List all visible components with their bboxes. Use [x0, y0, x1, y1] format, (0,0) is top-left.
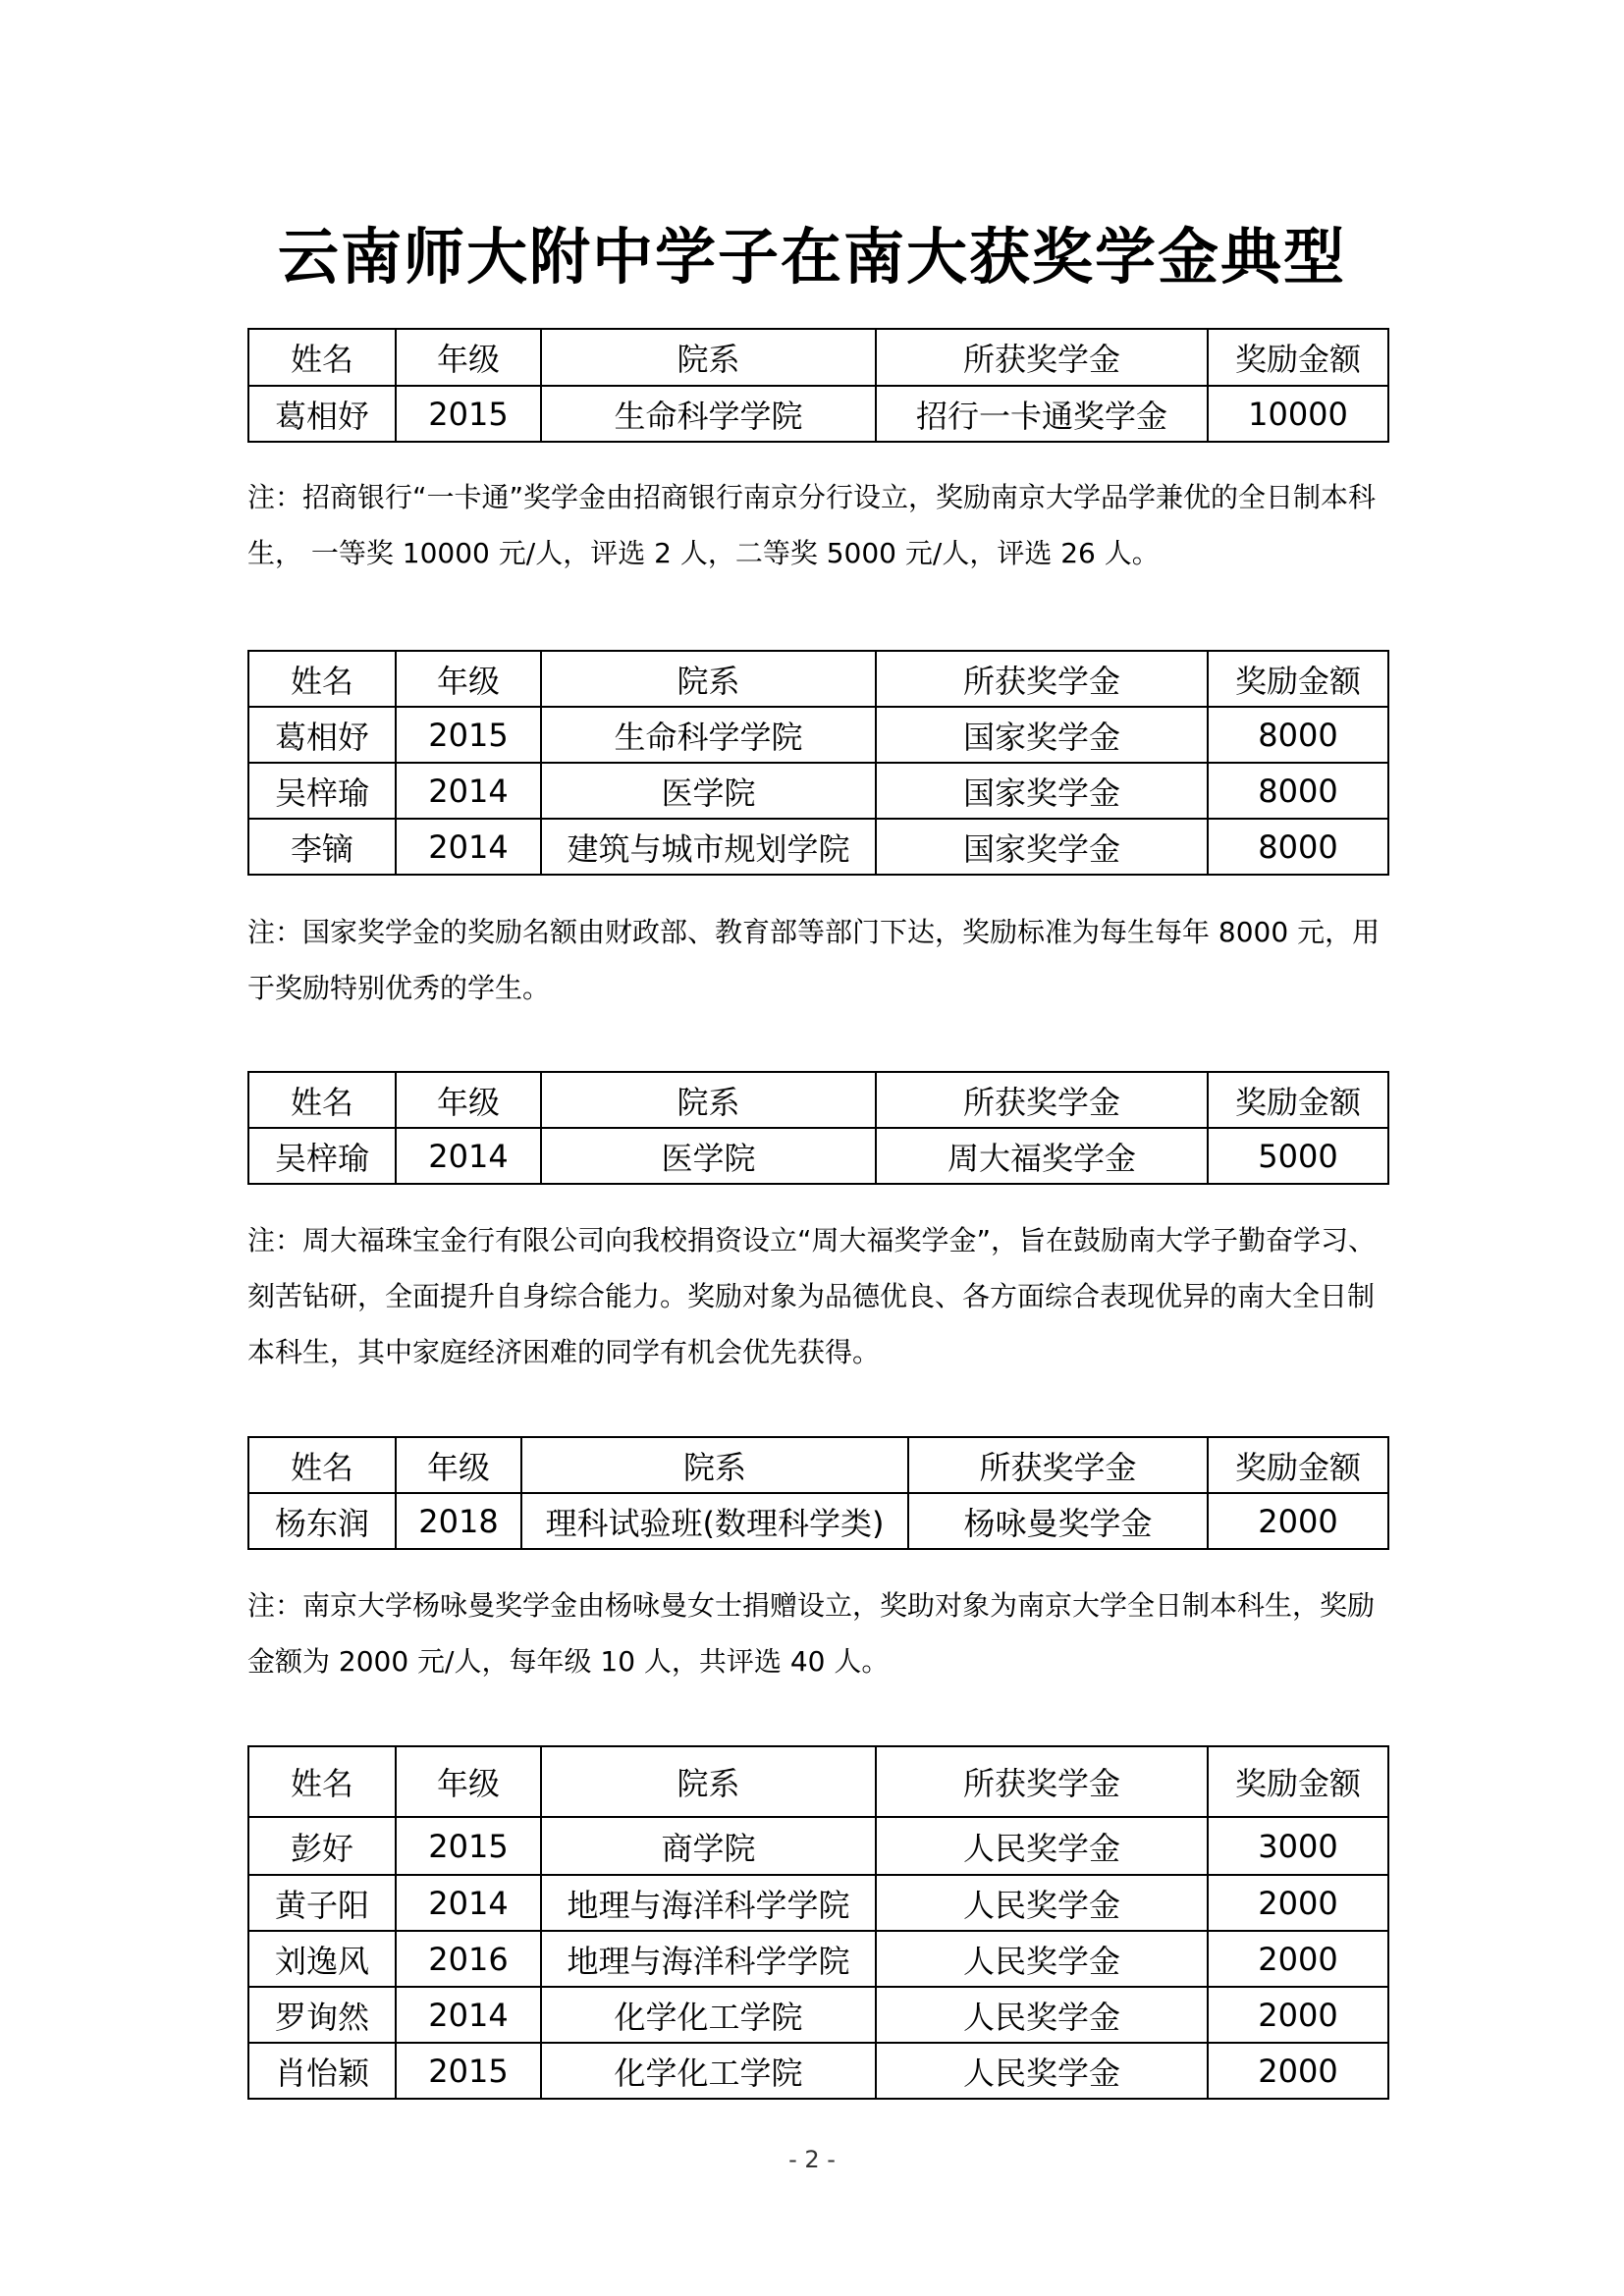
- cell-amount: 8000: [1208, 819, 1388, 875]
- header-department: 院系: [521, 1437, 908, 1493]
- header-scholarship: 所获奖学金: [876, 1072, 1208, 1128]
- cell-department: 生命科学学院: [541, 707, 876, 763]
- header-amount: 奖励金额: [1208, 1746, 1388, 1817]
- cell-grade: 2014: [396, 819, 541, 875]
- table-header-row: [248, 1437, 1388, 1493]
- header-grade: 年级: [396, 1072, 541, 1128]
- header-scholarship: 所获奖学金: [876, 651, 1208, 707]
- cell-amount: 8000: [1208, 763, 1388, 819]
- cell-grade: 2016: [396, 1931, 541, 1987]
- cell-amount: 10000: [1208, 386, 1388, 442]
- header-name: 姓名: [248, 1437, 396, 1493]
- cell-name: 彭好: [248, 1817, 396, 1875]
- header-grade: 年级: [396, 329, 541, 386]
- cell-name: 刘逸风: [248, 1931, 396, 1987]
- table-header-row: [248, 1746, 1388, 1817]
- table-row: [248, 1987, 1388, 2043]
- header-amount: 奖励金额: [1208, 651, 1388, 707]
- cell-scholarship: 国家奖学金: [876, 819, 1208, 875]
- cell-grade: 2018: [396, 1493, 521, 1549]
- header-name: 姓名: [248, 1746, 396, 1817]
- cell-name: 吴梓瑜: [248, 1128, 396, 1184]
- header-department: 院系: [541, 651, 876, 707]
- cell-name: 罗询然: [248, 1987, 396, 2043]
- table-row: [248, 1875, 1388, 1931]
- cell-grade: 2015: [396, 707, 541, 763]
- header-amount: 奖励金额: [1208, 329, 1388, 386]
- header-scholarship: 所获奖学金: [876, 1746, 1208, 1817]
- cell-grade: 2014: [396, 763, 541, 819]
- cell-name: 葛相妤: [248, 707, 396, 763]
- scholarship-note: 注：招商银行“一卡通”奖学金由招商银行南京分行设立，奖励南京大学品学兼优的全日制本科生， 一等奖 10000 元/人，评选 2 人，二等奖 5000 元/人，评选 26 人。: [247, 481, 1377, 569]
- scholarship-table: [247, 1071, 1389, 1185]
- cell-amount: 2000: [1208, 1875, 1388, 1931]
- cell-grade: 2015: [396, 2043, 541, 2099]
- cell-amount: 2000: [1208, 1493, 1388, 1549]
- scholarship-note: 注：周大福珠宝金行有限公司向我校捐资设立“周大福奖学金”，旨在鼓励南大学子勤奋学习、刻苦钻研，全面提升自身综合能力。奖励对象为品德优良、各方面综合表现优异的南大全日制本科生，其中家庭经济困难的同学有机会优先获得。: [247, 1224, 1377, 1368]
- header-name: 姓名: [248, 329, 396, 386]
- cell-scholarship: 周大福奖学金: [876, 1128, 1208, 1184]
- header-amount: 奖励金额: [1208, 1072, 1388, 1128]
- scholarship-note: 注：国家奖学金的奖励名额由财政部、教育部等部门下达，奖励标准为每生每年 8000 元，用于奖励特别优秀的学生。: [247, 916, 1380, 1004]
- cell-scholarship: 人民奖学金: [876, 1987, 1208, 2043]
- cell-name: 杨东润: [248, 1493, 396, 1549]
- header-scholarship: 所获奖学金: [908, 1437, 1208, 1493]
- table-header-row: [248, 329, 1388, 386]
- cell-department: 生命科学学院: [541, 386, 876, 442]
- header-scholarship: 所获奖学金: [876, 329, 1208, 386]
- cell-scholarship: 人民奖学金: [876, 1931, 1208, 1987]
- scholarship-table: [247, 1436, 1389, 1550]
- cell-department: 化学化工学院: [541, 1987, 876, 2043]
- cell-department: 医学院: [541, 763, 876, 819]
- cell-amount: 2000: [1208, 1931, 1388, 1987]
- cell-scholarship: 杨咏曼奖学金: [908, 1493, 1208, 1549]
- cell-department: 建筑与城市规划学院: [541, 819, 876, 875]
- table-row: [248, 1493, 1388, 1549]
- table-header-row: [248, 1072, 1388, 1128]
- table-row: [248, 2043, 1388, 2099]
- scholarship-table: [247, 1745, 1389, 2100]
- cell-department: 医学院: [541, 1128, 876, 1184]
- scholarship-table: [247, 650, 1389, 876]
- cell-grade: 2014: [396, 1128, 541, 1184]
- cell-amount: 2000: [1208, 2043, 1388, 2099]
- table-row: [248, 1817, 1388, 1875]
- cell-department: 理科试验班(数理科学类): [521, 1493, 908, 1549]
- table-row: [248, 819, 1388, 875]
- table-row: [248, 1931, 1388, 1987]
- cell-grade: 2015: [396, 386, 541, 442]
- cell-amount: 8000: [1208, 707, 1388, 763]
- scholarship-table: [247, 328, 1389, 443]
- cell-amount: 5000: [1208, 1128, 1388, 1184]
- header-department: 院系: [541, 1746, 876, 1817]
- header-department: 院系: [541, 1072, 876, 1128]
- cell-scholarship: 国家奖学金: [876, 763, 1208, 819]
- cell-name: 肖怡颖: [248, 2043, 396, 2099]
- cell-scholarship: 人民奖学金: [876, 1817, 1208, 1875]
- header-grade: 年级: [396, 1437, 521, 1493]
- cell-scholarship: 人民奖学金: [876, 2043, 1208, 2099]
- cell-department: 地理与海洋科学学院: [541, 1931, 876, 1987]
- cell-name: 吴梓瑜: [248, 763, 396, 819]
- cell-department: 化学化工学院: [541, 2043, 876, 2099]
- cell-amount: 2000: [1208, 1987, 1388, 2043]
- header-name: 姓名: [248, 1072, 396, 1128]
- table-header-row: [248, 651, 1388, 707]
- cell-name: 葛相妤: [248, 386, 396, 442]
- table-row: [248, 763, 1388, 819]
- cell-name: 李镝: [248, 819, 396, 875]
- page-title: 云南师大附中学子在南大获奖学金典型: [277, 221, 1346, 293]
- header-name: 姓名: [248, 651, 396, 707]
- table-row: [248, 1128, 1388, 1184]
- cell-grade: 2014: [396, 1987, 541, 2043]
- table-row: [248, 386, 1388, 442]
- cell-name: 黄子阳: [248, 1875, 396, 1931]
- cell-grade: 2015: [396, 1817, 541, 1875]
- cell-scholarship: 招行一卡通奖学金: [876, 386, 1208, 442]
- page-number: - 2 -: [788, 2146, 836, 2173]
- cell-department: 地理与海洋科学学院: [541, 1875, 876, 1931]
- cell-department: 商学院: [541, 1817, 876, 1875]
- table-row: [248, 707, 1388, 763]
- header-department: 院系: [541, 329, 876, 386]
- cell-amount: 3000: [1208, 1817, 1388, 1875]
- cell-scholarship: 人民奖学金: [876, 1875, 1208, 1931]
- cell-scholarship: 国家奖学金: [876, 707, 1208, 763]
- cell-grade: 2014: [396, 1875, 541, 1931]
- header-amount: 奖励金额: [1208, 1437, 1388, 1493]
- header-grade: 年级: [396, 651, 541, 707]
- header-grade: 年级: [396, 1746, 541, 1817]
- scholarship-note: 注：南京大学杨咏曼奖学金由杨咏曼女士捐赠设立，奖助对象为南京大学全日制本科生，奖励金额为 2000 元/人，每年级 10 人，共评选 40 人。: [247, 1589, 1376, 1678]
